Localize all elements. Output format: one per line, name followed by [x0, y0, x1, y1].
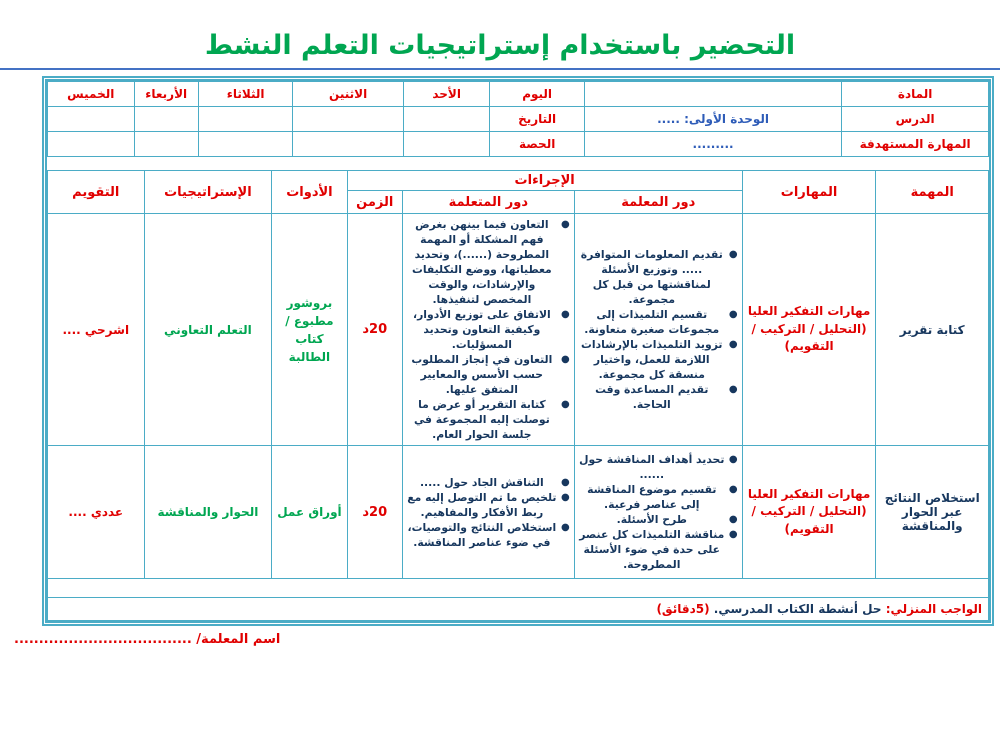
main-header-row-1: [48, 171, 989, 191]
day-thursday: الخميس: [48, 82, 135, 107]
date-cell-sunday[interactable]: [403, 107, 489, 132]
header-skills: المهارات: [742, 171, 876, 214]
bullet-icon: ●: [560, 521, 570, 533]
bullet-icon: ●: [728, 484, 738, 495]
header-task: المهمة: [876, 171, 989, 214]
bullet-item: ● التعاون في إنجاز المطلوب حسب الأسس والمعايير المتفق عليها.: [405, 352, 572, 397]
bullet-item: ● تحديد أهداف المناقشة حول ......: [577, 452, 740, 482]
bullet-item: ● تقسيم موضوع المناقشة إلى عناصر فرعية.: [577, 482, 740, 512]
period-cell-wednesday[interactable]: [134, 132, 198, 157]
bullet-icon: ●: [728, 249, 738, 260]
day-tuesday: الثلاثاء: [198, 82, 293, 107]
skills-cell: مهارات التفكير العليا (التحليل / التركيب / التقويم): [742, 446, 876, 579]
day-sunday: الأحد: [403, 82, 489, 107]
page-title: التحضير باستخدام إستراتيجيات التعلم النشط: [204, 30, 796, 61]
date-cell-tuesday[interactable]: [198, 107, 293, 132]
subject-label: المادة: [842, 82, 989, 107]
info-table: [47, 81, 989, 157]
info-row-2: [48, 107, 989, 132]
time-cell: 20د: [347, 214, 402, 446]
tools-cell: بروشور مطبوع / كتاب الطالبة: [272, 214, 347, 446]
day-monday: الاثنين: [293, 82, 404, 107]
info-row-3: [48, 132, 989, 157]
skill-label: المهارة المستهدفة: [842, 132, 989, 157]
header-evaluation: التقويم: [48, 171, 145, 214]
bullet-icon: ●: [560, 309, 570, 320]
lesson-plan-page: [0, 30, 1000, 737]
bullet-icon: ●: [728, 339, 738, 350]
strategy-cell: التعلم التعاوني: [144, 214, 272, 446]
bullet-icon: ●: [560, 399, 570, 410]
bullet-icon: ●: [728, 514, 738, 525]
bullet-icon: ●: [560, 219, 570, 230]
tools-cell: أوراق عمل: [272, 446, 347, 579]
bullet-item: ● تقديم المساعدة وقت الحاجة.: [577, 382, 740, 412]
bullet-item: ● استخلاص النتائج والتوصيات، في ضوء عناصر المناقشة.: [405, 520, 572, 550]
task-cell: كتابة تقرير: [876, 214, 989, 446]
subject-value-cell[interactable]: [584, 82, 841, 107]
header-procedures: الإجراءات: [347, 171, 742, 191]
homework-row: [48, 598, 989, 621]
bullet-icon: ●: [728, 384, 738, 395]
period-cell-sunday[interactable]: [403, 132, 489, 157]
header-learner-role: دور المتعلمة: [402, 191, 574, 214]
bullet-item: ● كتابة التقرير أو عرض ما توصلت إليه المجموعة في جلسة الحوار العام.: [405, 397, 572, 442]
bullet-icon: ●: [560, 354, 570, 365]
unit-value: الوحدة الأولى: .....: [584, 107, 841, 132]
skills-cell: مهارات التفكير العليا (التحليل / التركيب / التقويم): [742, 214, 876, 446]
empty-cell: [48, 579, 989, 598]
bullet-item: ● التناقش الجاد حول .....: [405, 475, 572, 490]
bullet-icon: ●: [560, 491, 570, 503]
skill-dots-value: .........: [584, 132, 841, 157]
teacher-role-cell: [574, 214, 742, 446]
document-frame: [42, 76, 994, 626]
evaluation-cell: عددي ....: [48, 446, 145, 579]
title-underline: [0, 68, 1000, 70]
teacher-name-line: اسم المعلمة/ ....................................: [14, 632, 281, 647]
task-cell: استخلاص النتائج عبر الحوار والمناقشة: [876, 446, 989, 579]
learner-role-cell: [402, 446, 574, 579]
bullet-icon: ●: [728, 454, 738, 465]
homework-text: حل أنشطة الكتاب المدرسي.: [709, 602, 882, 616]
bullet-icon: ●: [560, 476, 570, 488]
day-wednesday: الأربعاء: [134, 82, 198, 107]
lesson-table: [47, 170, 989, 621]
lesson-row-1: [48, 214, 989, 446]
homework-label: الواجب المنزلي:: [885, 602, 982, 616]
header-time: الزمن: [347, 191, 402, 214]
day-label: اليوم: [490, 82, 585, 107]
strategy-cell: الحوار والمناقشة: [144, 446, 272, 579]
bullet-item: ● تلخيص ما تم التوصل إليه مع ربط الأفكار والمفاهيم.: [405, 490, 572, 520]
header-teacher-role: دور المعلمة: [574, 191, 742, 214]
date-cell-monday[interactable]: [293, 107, 404, 132]
bullet-item: ● الاتفاق على توزيع الأدوار، وكيفية التعاون وتحديد المسؤليات.: [405, 307, 572, 352]
period-label: الحصة: [490, 132, 585, 157]
evaluation-cell: اشرحي ....: [48, 214, 145, 446]
homework-cell: [48, 598, 989, 621]
homework-duration: (5دقائق): [656, 602, 710, 616]
teacher-role-cell: [574, 446, 742, 579]
period-cell-monday[interactable]: [293, 132, 404, 157]
period-cell-thursday[interactable]: [48, 132, 135, 157]
bullet-item: ● مناقشة التلميذات كل عنصر على حدة في ضوء الأسئلة المطروحة.: [577, 527, 740, 572]
date-label: التاريخ: [490, 107, 585, 132]
bullet-icon: ●: [728, 309, 738, 320]
learner-role-cell: [402, 214, 574, 446]
bullet-item: ● تزويد التلميذات بالإرشادات اللازمة للعمل، واختيار منسقة كل مجموعة.: [577, 337, 740, 382]
empty-row: [48, 579, 989, 598]
lesson-label: الدرس: [842, 107, 989, 132]
bullet-item: ● طرح الأسئلة.: [577, 512, 740, 527]
time-cell: 20د: [347, 446, 402, 579]
date-cell-thursday[interactable]: [48, 107, 135, 132]
header-tools: الأدوات: [272, 171, 347, 214]
bullet-item: ● التعاون فيما بينهن بغرض فهم المشكلة أو المهمة المطروحة (......)، وتحديد معطياتها، ووضع التكليفات والإرشادات، والوقت المخصص لتنفيذها.: [405, 217, 572, 307]
bullet-item: ● تقسيم التلميذات إلى مجموعات صغيرة متعاونة.: [577, 307, 740, 337]
info-row-1: [48, 82, 989, 107]
period-cell-tuesday[interactable]: [198, 132, 293, 157]
header-strategies: الإستراتيجيات: [144, 171, 272, 214]
bullet-item: ● تقديم المعلومات المتوافرة ..... وتوزيع الأسئلة لمناقشتها من قبل كل مجموعة.: [577, 247, 740, 307]
lesson-row-2: [48, 446, 989, 579]
bullet-icon: ●: [728, 529, 738, 540]
date-cell-wednesday[interactable]: [134, 107, 198, 132]
